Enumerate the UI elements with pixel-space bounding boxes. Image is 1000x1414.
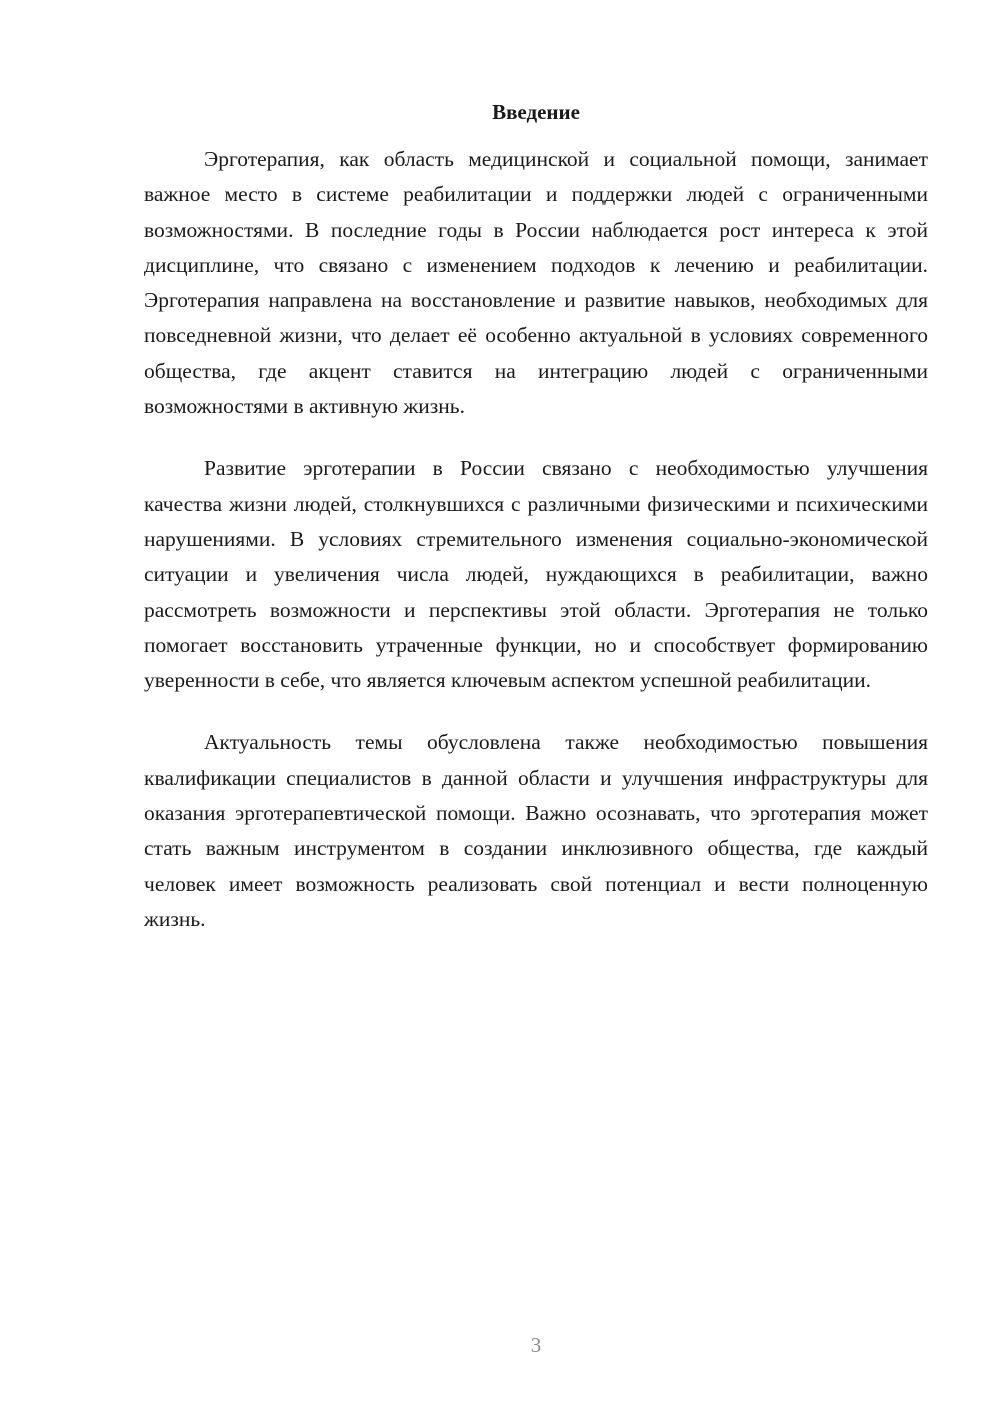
body-text <box>144 142 928 964</box>
section-title: Введение <box>492 100 580 124</box>
paragraph-1: Эрготерапия, как область медицинской и социальной помощи, занимает важное место в системе реабилитации и поддержки людей с ограниченными возможностями. В последние годы в России наблюдается рост интереса к этой дисциплине, что связано с изменением подходов к лечению и реабилитации. Эрготерапия направлена на восстановление и развитие навыков, необходимых для повседневной жизни, что делает её особенно актуальной в условиях современного общества, где акцент ставится на интеграцию людей с ограниченными возможностями в активную жизнь. <box>144 147 928 419</box>
paragraph-3: Актуальность темы обусловлена также необходимостью повышения квалификации специалистов в данной области и улучшения инфраструктуры для оказания эрготерапевтической помощи. Важно осознавать, что эрготерапия может стать важным инструментом в создании инклюзивного общества, где каждый человек имеет возможность реализовать свой потенциал и вести полноценную жизнь. <box>144 730 928 931</box>
page-number: 3 <box>530 1333 542 1357</box>
paragraph-2: Развитие эрготерапии в России связано с необходимостью улучшения качества жизни людей, столкнувшихся с различными физическими и психическими нарушениями. В условиях стремительного изменения социально-экономической ситуации и увеличения числа людей, нуждающихся в реабилитации, важно рассмотреть возможности и перспективы этой области. Эрготерапия не только помогает восстановить утраченные функции, но и способствует формированию уверенности в себе, что является ключевым аспектом успешной реабилитации. <box>144 456 928 693</box>
